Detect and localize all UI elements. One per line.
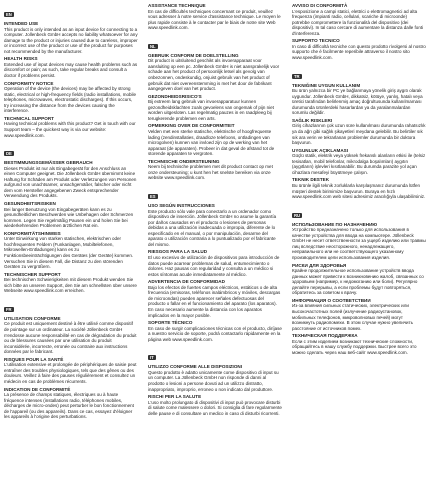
language-section — [4, 3, 138, 138]
section-body: En caso de surgir complicaciones técnicas con el producto, diríjase a nuestro servicio de soporte, podrá contactarlo rápidamente en la página web www.speedlink.com. — [148, 325, 282, 342]
language-section — [148, 35, 282, 181]
section-body: Bei langer Benutzung von Eingabegeräten kann es zu gesundheitlichen Beschwerden wie Unbehagen oder Schmerzen kommen. Legen Sie regelmäßig Pausen ein und holen Sie bei wiederkehrenden Problemen ärztlichen Rat ein. — [4, 206, 134, 229]
language-badge: DE — [6, 151, 12, 157]
section-body: Из-за влияния сильных статических, электрических или высокочастотных полей (излучение радиоустановок, мобильных телефонов, микроволновых печей) могут возникнуть радиопомехи. В этом случае нужно увеличить расстояние от источников помех. — [292, 303, 413, 331]
section-body: Neem bij technische problemen met dit product contact op met onze ondersteuning; u kunt hen het snelste bereiken via onze website www.speedlink.com. — [148, 164, 273, 181]
language-badge: EN — [6, 12, 12, 17]
section-heading: TECHNISCHE ONDERSTEUNING — [148, 158, 220, 164]
section-body: En cas de difficultés techniques concernant ce produit, veuillez vous adresser à notre service d'assistance technique. Le moyen le plus rapide consiste à le contacter par le biais de notre site Web www.speedlink.com. — [148, 8, 281, 31]
section-heading: GEBRUIK CONFORM DE DOELSTELLING — [148, 52, 239, 58]
language-badge: TR — [294, 73, 300, 79]
section-body: L'utilisation extensive et prolongée de périphériques de saisie peut entraîner des troubles physiologiques, tels que des gênes ou des douleurs. Veillez à faire des pauses régulièrement et consultez un médecin en cas de problèmes récurrents. — [4, 362, 137, 384]
section-body: Dieses Produkt ist nur als Eingabegerät für den Anschluss an einen Computer geeignet. Die Jöllenbeck GmbH übernimmt keine Haftung für Schäden am Produkt oder Verletzungen von Personen aufgrund von unachtsamer, unsachgemäßer, falscher oder nicht dem vom Hersteller angegebenen Zweck entsprechender Verwendung des Produkts. — [4, 165, 137, 199]
section-body: El uso excesivo de utilización de dispositivos para introducción de datos puede acarrear problemas de salud, entumecimiento o dolores. Haz pausas con regularidad y consulta a un médico si estos síntomas acude inmediatamente al médico. — [148, 255, 280, 277]
section-heading: TECHNICAL SUPPORT — [4, 115, 54, 121]
section-heading: TEKNIK DESTEK — [292, 177, 330, 183]
section-body: Operation of the device (the devices) may be affected by strong static, electrical or high-frequency fields (radio installations, mobile telephones, microwaves, electrostatic discharges). If this occurs, try increasing the distance from the devices causing the interference. — [4, 86, 137, 114]
section-body: L'esposizione a campi statici, elettrici o elettromagnetici ad alta frequenza (impianti radio, cellulari, scariche di microonde) potrebbe compromettere la funzionalità del dispositivo (dei dispositivi). In tal caso cercare di aumentare la distanza dalle fonti d'interferenza. — [292, 8, 424, 36]
section-body: Bajo los efectos de fuertes campos eléctricos, estáticos o de alta frecuencia (emisoras, teléfonos inalámbricos y móviles, descargas de microondas) pueden aparecer señales defectuosas del producto o fallar en el funcionamiento del aparato (los aparatos). En caso necesario aumente la distancia con los aparatos implicados en la mayor posible. — [148, 284, 281, 318]
section-heading: SUPPORTO TECNICO — [292, 38, 340, 44]
section-heading: ИНФОРМАЦИЯ О СООТВЕТСТВИИ — [292, 297, 371, 303]
section-heading: SOPORTE TÉCNICO — [148, 320, 193, 326]
language-badge: NL — [150, 43, 156, 49]
section-heading: TECHNISCHER SUPPORT — [4, 271, 61, 277]
language-section — [148, 346, 282, 416]
section-body: Having technical problems with this product? Get in touch with our Support team – the quickest way is via our website: www.speedlink.com. — [4, 121, 136, 138]
language-badge: IT — [150, 355, 154, 361]
language-section — [4, 142, 138, 294]
language-section — [148, 3, 282, 31]
section-body: L'uso molto prolungato di dispositivi di input può provocare disturbi di salute come malessere o dolori. Si consiglia di fare regolarmente delle pause e di consultare un medico in caso di disturbi ricorrenti. — [148, 399, 282, 416]
section-body: Крайне продолжительное использование устройств ввода данных может привести к возникновению жалоб, связанных со здоровьем (например, к недомоганию или боли). Регулярно делайте перерывы, а если проблемы будут повторяться, обратитесь за советом к врачу. — [292, 268, 424, 296]
section-body: Ce produit est uniquement destiné à être utilisé comme dispositif de pointage sur un ordinateur. La société Jöllenbeck GmbH n'endosse aucune responsabilité en cas de dégradation du produit ou de blessures causées par une utilisation du produit inconsidérée, incorrecte, erronée ou contraire aux instructions données par le fabricant. — [4, 321, 137, 355]
section-body: Bij extreem lang gebruik van invoerapparatuur kunnen gezondheidsklachten zoals gevoelens van ongemak of pijn niet worden uitgesloten. Las regelmatig pauzes in en raadpleeg bij terugkerende problemen een arts. — [148, 99, 274, 121]
section-heading: UYGUNLUK AÇIKLAMASI — [292, 147, 348, 153]
language-section — [148, 185, 282, 342]
section-body: Giriş cihazlarının çok uzun süre kullanılması durumunda rahatsızlık ya da ağrı gibi sağlık şikayetleri meydana gelebilir. Bu belirtiler sık sık ara verin ve tekrarlanan problemler durumunda bir doktora başvurun. — [292, 123, 426, 146]
section-heading: ИСПОЛЬЗОВАНИЕ ПО НАЗНАЧЕНИЮ — [292, 221, 378, 227]
column-1 — [4, 3, 138, 424]
section-heading: BESTIMMUNGSGEMÄSSER GEBRAUCH — [4, 160, 93, 166]
column-2 — [148, 3, 282, 420]
section-body: Bu ürün yalnızca bir PC ye bağlanmaya yönelik giriş aygıtı olarak uygundur. Jöllenbeck GmbH, dikkatsiz, kötüye, yanlış, hatalı veya üretici tarafından belirlenmiş amaç doğrultusunda kullanılmaması durumunda ürünlerdeki hasarlardan ya da yaralanmalardan sorumlu değildir. — [292, 88, 423, 116]
section-body: Unter Einwirkung von starken statischen, elektrischen oder hochfrequenten Feldern (Funkanlagen, Mobiltelefonen, Mikrowellen-Entladungen) kann es zu Funktionsbeeinträchtigungen des Gerätes (der Geräte) kommen. Versuchen Sie in diesem Fall, die Distanz zu den störenden Geräten zu vergrößern. — [4, 236, 134, 270]
section-heading: INDICATION DE CONFORMITÉ — [4, 386, 71, 392]
section-heading: RIESGOS PARA LA SALUD — [148, 249, 208, 255]
section-heading: KONFORMITÄTSHINWEIS — [4, 230, 61, 236]
language-badge: ES — [150, 194, 156, 199]
language-badge: FR — [6, 306, 12, 312]
section-body: Este producto sólo vale para conectarlo a un ordenador como dispositivo de inserción. Jöllenbeck GmbH no asume la garantía por daños causados en el producto o lesiones de personas debidas a una utilización inadecuada o impropia, diferente de lo especificado en el manual, o por manipulación, desarme del aparato o utilización contraria a lo puntualizado por el fabricante del mismo. — [148, 208, 277, 247]
section-heading: INTENDED USE — [4, 21, 39, 26]
language-badge: RU — [294, 212, 301, 218]
section-heading: UTILIZZO CONFORME ALLE DISPOSIZIONI — [148, 364, 242, 370]
section-body: Questo prodotto è adatto unicamente come dispositivo di input su un computer. La Jöllenbeck GmbH non risponde di danni al prodotto o lesioni a persone dovuti ad un utilizzo distratto, inappropriato, improprio, erroneo o non indicato dal produttore. — [148, 369, 279, 392]
column-3 — [292, 3, 426, 359]
section-heading: UTILISATION CONFORME — [4, 315, 61, 321]
section-heading: ADVERTENCIA DE CONFORMIDAD — [148, 279, 225, 285]
section-heading: GESUNDHEITSRISIKEN — [4, 201, 56, 206]
section-body: Velden met een sterke statische, elektrische of hoogfrequente lading (zendinstallaties, draadloze telefoons, ontladingen van microgolven) kunnen van invloed zijn op de werking van het apparaat (de apparaten). Probeer in dat geval de afstand tot de storende apparaten te vergroten. — [148, 129, 275, 157]
section-body: Устройство предназначено только для использования в качестве устройства для ввода на компьютере. Jöllenbeck GmbH не несет ответственности за ущерб изделию или травмы лиц вследствие неосторожного, ненадлежащего, неправильного или не соответствующего указанному производителем цели использования изделия. — [292, 227, 426, 261]
section-heading: ASSISTANCE TECHNIQUE — [148, 3, 206, 8]
language-section — [4, 298, 138, 420]
section-heading: GEZONDHEIDSRISICO'S — [148, 93, 202, 99]
section-heading: CONFORMITY NOTICE — [4, 80, 54, 86]
section-heading: SAĞLIK RISKLERI — [292, 117, 333, 123]
section-heading: OPMERKING OVER DE CONFORMITEIT — [148, 123, 235, 129]
section-heading: AVVISO DI CONFORMITÀ — [292, 3, 348, 8]
language-section — [292, 204, 426, 356]
section-body: Bu ürünle ilgili teknik zorluklarla karşılaşmanız durumunda lütfen müşteri destek birimimize başvurun. Buraya en hızlı www.speedlink.com web sitesi adresimiz aracılığıyla ulaşabilirsiniz. — [292, 183, 426, 200]
section-body: La présence de champs statiques, électriques ou à haute fréquence intenses (installations radio, téléphones mobiles, décharges de micro-ondes) peut perturber le bon fonctionnement de l'appareil (ou des appareils). Dans ce cas, essayez d'éloigner les appareils à l'origine des perturbations. — [4, 392, 134, 420]
language-section — [292, 3, 426, 61]
section-body: Bei technischen Schwierigkeiten mit diesem Produkt wenden Sie sich bitte an unseren Support, den Sie am schnellsten über unsere Webseite www.speedlink.com erreichen. — [4, 277, 137, 294]
language-section — [292, 65, 426, 200]
section-heading: ТЕХНИЧЕСКАЯ ПОДДЕРЖКА — [292, 333, 358, 339]
section-heading: USO SEGÚN INSTRUCCIONES — [148, 203, 215, 208]
section-heading: RISCHI PER LA SALUTE — [148, 394, 202, 400]
section-heading: РИСКИ ДЛЯ ЗДОРОВЬЯ — [292, 262, 347, 268]
section-heading: HEALTH RISKS — [4, 56, 38, 62]
section-body: In caso di difficoltà tecniche con questo prodotto rivolgersi al nostro supporto che è facilmente reperibile attraverso il nostro sito www.speedlink.com. — [292, 43, 426, 61]
section-body: Extended use of input devices may cause health problems such as discomfort or pain; as such, take regular breaks and consult a doctor if problems persist. — [4, 61, 138, 79]
section-body: Dit product is uitsluitend geschikt als invoerapparaat voor aansluiting op een pc. Jöllenbeck GmbH is niet aansprakelijk voor schade aan het product of persoonlijk letsel als gevolg van onbezonnen, ondeskundig, onjuist gebruik van het product of gebruik dat niet overeenstemming is met het door de fabrikant aangegeven doel van het product. — [148, 58, 280, 92]
section-body: This product is only intended as an input device for connecting to a computer. Jollenbeck GmbH accepts no liability whatsoever for any damage to the product or injuries caused due to careless, improper or incorrect use of the product or use of the product for purposes not recommended by the manufacturer. — [4, 26, 138, 54]
section-heading: TEKNIĞINE UYGUN KULLANIM — [292, 82, 361, 88]
section-body: Если с этим изделием возникают технические сложности, обращайтесь в нашу службу поддержки. Быстрее всего это можно сделать через наш веб-сайт www.speedlink.com. — [292, 338, 417, 355]
section-heading: RISQUES POUR LA SANTÉ — [4, 356, 64, 362]
section-body: Güçlü statik, elektrik veya yüksek frekanslı alanların etkisi ile (telsiz tesisatları, mobil telefonlar, mikrodalga boşalımları) aygıtın (aygıtların) işlevleri kısıtlanabilir. Bu durumda parazite yol açan cihazlara mesafeyi büyütmeye çalışın. — [292, 153, 426, 175]
